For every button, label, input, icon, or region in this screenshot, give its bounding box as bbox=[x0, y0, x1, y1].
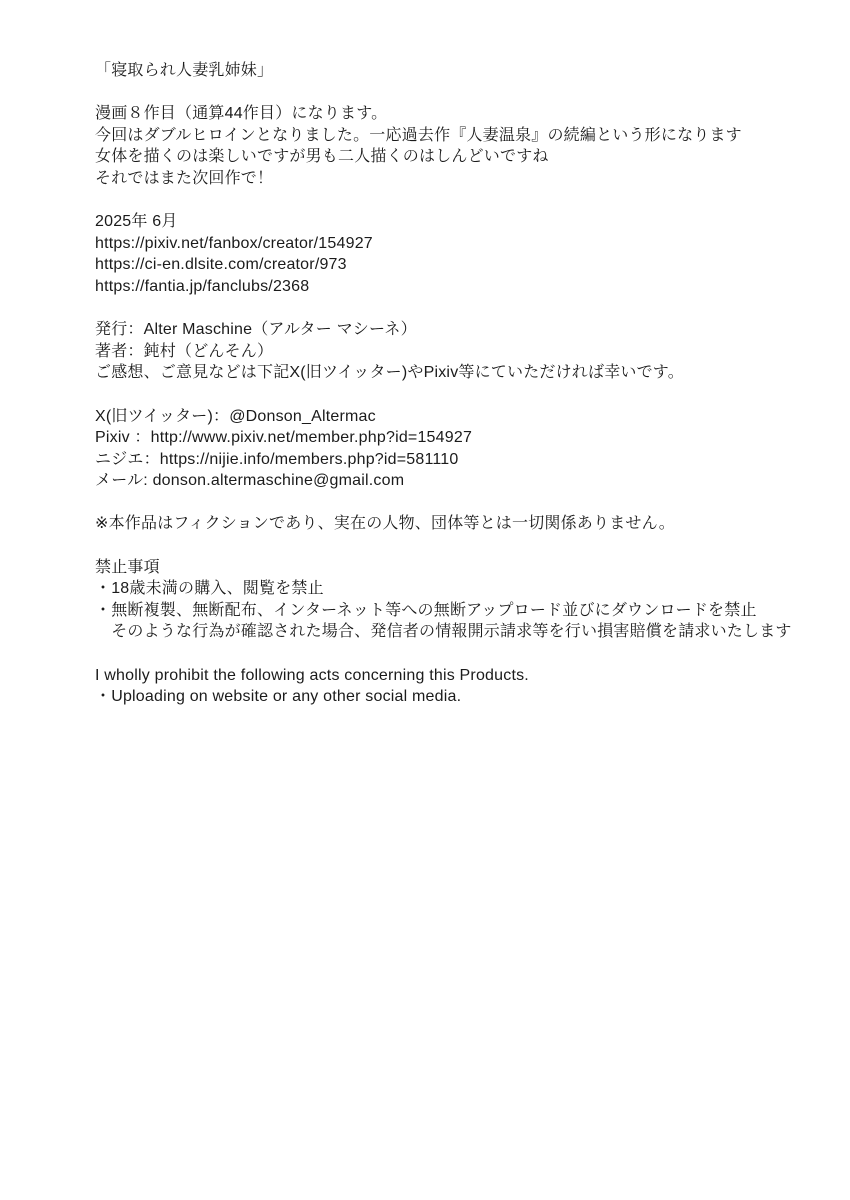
fantia-url: https://fantia.jp/fanclubs/2368 bbox=[95, 277, 310, 295]
document-text bbox=[95, 60, 810, 729]
work-title-block bbox=[95, 60, 810, 82]
release-date: 2025年 6月 bbox=[95, 213, 178, 231]
fanbox-url: https://pixiv.net/fanbox/creator/154927 bbox=[95, 234, 373, 252]
publisher-block bbox=[95, 319, 810, 384]
intro-line: それではまた次回作で！ bbox=[95, 169, 274, 187]
fiction-disclaimer: ※本作品はフィクションであり、実在の人物、団体等とは一切関係ありません。 bbox=[95, 515, 675, 533]
author-line: 著者：鈍村（どんそん） bbox=[95, 342, 274, 360]
intro-line: 今回はダブルヒロインとなりました。一応過去作『人妻温泉』の続編という形になります bbox=[95, 126, 742, 144]
english-notice-block bbox=[95, 665, 810, 708]
prohibited-item: ・18歳未満の購入、閲覧を禁止 bbox=[95, 580, 324, 598]
prohibited-item-continuation: そのような行為が確認された場合、発信者の情報開示請求等を行い損害賠償を請求いたします bbox=[95, 623, 792, 641]
prohibition-block bbox=[95, 557, 810, 643]
pixiv-url-line: Pixiv ：http://www.pixiv.net/member.php?id=154927 bbox=[95, 429, 473, 447]
prohibited-item: ・無断複製、無断配布、インターネット等への無断アップロード並びにダウンロードを禁止 bbox=[95, 601, 757, 619]
prohibited-heading: 禁止事項 bbox=[95, 558, 160, 576]
cien-url: https://ci-en.dlsite.com/creator/973 bbox=[95, 256, 347, 274]
publisher-line: 発行：Alter Maschine（アルター マシーネ） bbox=[95, 321, 417, 339]
english-notice-line: ・Uploading on website or any other social media. bbox=[95, 688, 462, 706]
feedback-line: ご感想、ご意見などは下記X(旧ツイッター)やPixiv等にていただければ幸いです。 bbox=[95, 364, 684, 382]
nijie-url-line: ニジエ：https://nijie.info/members.php?id=581110 bbox=[95, 450, 459, 468]
intro-line: 漫画８作目（通算44作目）になります。 bbox=[95, 105, 388, 123]
intro-paragraph bbox=[95, 103, 810, 189]
fiction-disclaimer-block bbox=[95, 513, 810, 535]
english-notice-line: I wholly prohibit the following acts concerning this Products. bbox=[95, 666, 529, 684]
work-title: 「寝取られ人妻乳姉妹」 bbox=[95, 62, 274, 79]
intro-line: 女体を描くのは楽しいですが男も二人描くのはしんどいですね bbox=[95, 148, 549, 166]
email-line: メール: donson.altermaschine@gmail.com bbox=[95, 472, 405, 490]
contact-block bbox=[95, 406, 810, 492]
date-links-block bbox=[95, 211, 810, 297]
x-account-line: X(旧ツイッター)：@Donson_Altermac bbox=[95, 407, 376, 425]
